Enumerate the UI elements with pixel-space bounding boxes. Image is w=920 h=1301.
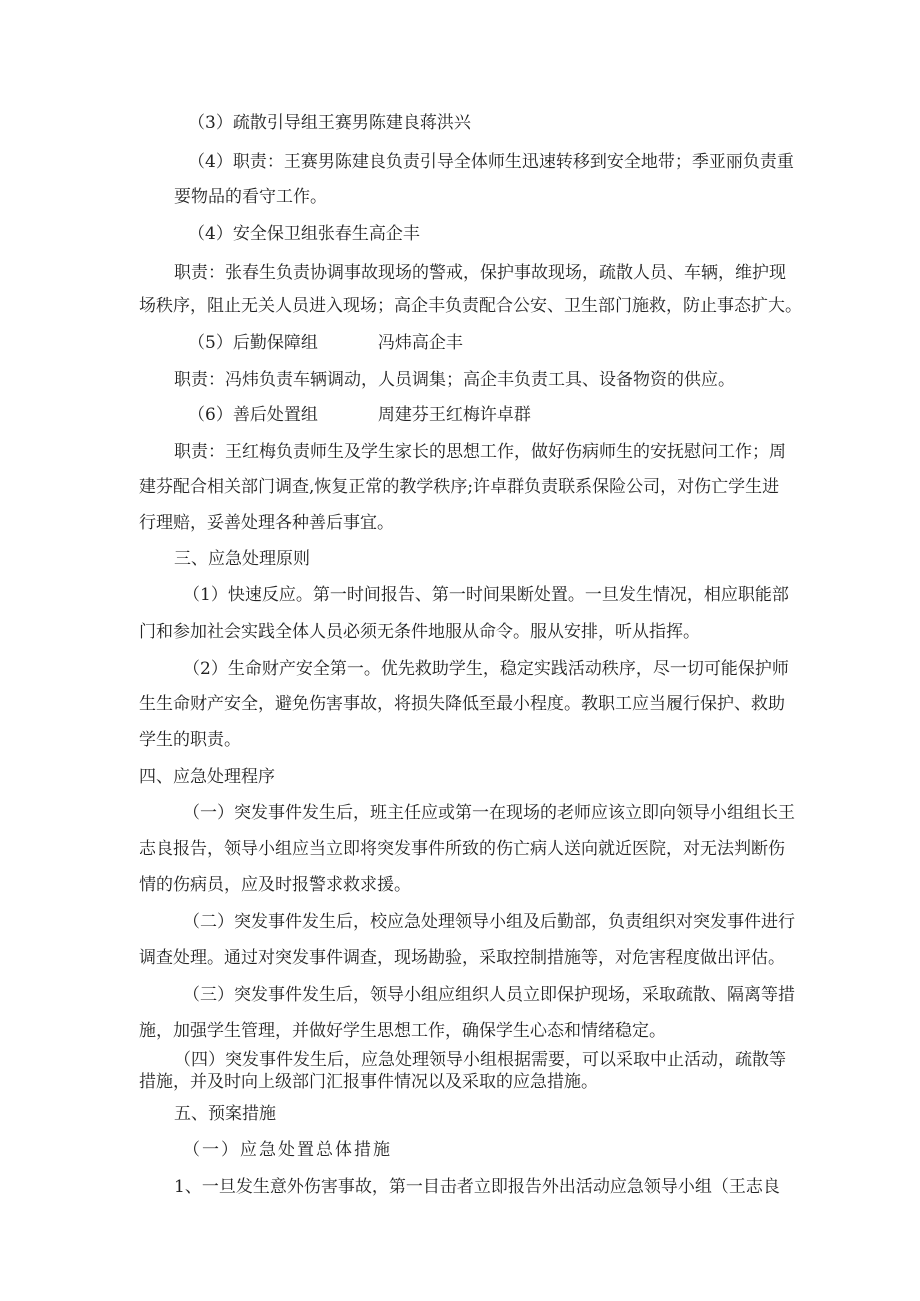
line-evacuation-duty-cont: 要物品的看守工作。 bbox=[174, 187, 327, 207]
line-procedure-2-cont: 调查处理。通过对突发事件调查，现场勘验，采取控制措施等，对危害程度做出评估。 bbox=[139, 948, 785, 968]
line-procedure-1: （一）突发事件发生后，班主任应或第一在现场的老师应该立即向领导小组组长王 bbox=[183, 803, 795, 823]
line-procedure-1-cont1: 志良报告，领导小组应当立即将突发事件所致的伤亡病人送向就近医院，对无法判断伤 bbox=[139, 839, 785, 859]
section-heading-procedure: 四、应急处理程序 bbox=[139, 767, 275, 787]
line-procedure-3-cont: 施，加强学生管理，并做好学生思想工作，确保学生心态和情绪稳定。 bbox=[139, 1021, 666, 1041]
aftermath-group-members: 周建芬王红梅许卓群 bbox=[377, 405, 531, 425]
line-security-duty: 职责：张春生负责协调事故现场的警戒，保护事故现场，疏散人员、车辆，维护现 bbox=[174, 263, 786, 283]
line-procedure-4-cont: 措施，并及时向上级部门汇报事件情况以及采取的应急措施。 bbox=[139, 1072, 598, 1092]
line-aftermath-duty-cont1: 建芬配合相关部门调查,恢复正常的教学秩序;许卓群负责联系保险公司，对伤亡学生进 bbox=[139, 477, 780, 497]
line-security-duty-cont: 场秩序，阻止无关人员进入现场；高企丰负责配合公安、卫生部门施救，防止事态扩大。 bbox=[139, 296, 802, 316]
logistics-group-members: 冯炜高企丰 bbox=[377, 333, 463, 353]
line-procedure-3: （三）突发事件发生后，领导小组应组织人员立即保护现场，采取疏散、隔离等措 bbox=[183, 985, 795, 1005]
line-security-group: （4）安全保卫组张春生高企丰 bbox=[188, 224, 420, 244]
line-evacuation-duty: （4）职责：王赛男陈建良负责引导全体师生迅速转移到安全地带；季亚丽负责重 bbox=[188, 152, 794, 172]
line-logistics-group bbox=[188, 331, 463, 355]
line-procedure-2: （二）突发事件发生后，校应急处理领导小组及后勤部，负责组织对突发事件进行 bbox=[183, 912, 795, 932]
line-aftermath-group bbox=[188, 403, 531, 427]
line-principle-2-cont2: 学生的职责。 bbox=[139, 730, 241, 750]
line-aftermath-duty-cont2: 行理赔，妥善处理各种善后事宜。 bbox=[139, 513, 394, 533]
line-evacuation-group: （3）疏散引导组王赛男陈建良蒋洪兴 bbox=[188, 113, 471, 133]
line-principle-2: （2）生命财产安全第一。优先救助学生，稳定实践活动秩序，尽一切可能保护师 bbox=[183, 659, 789, 679]
aftermath-group-label: （6）善后处置组 bbox=[188, 405, 318, 425]
logistics-group-label: （5）后勤保障组 bbox=[188, 333, 318, 353]
line-aftermath-duty: 职责：王红梅负责师生及学生家长的思想工作，做好伤病师生的安抚慰问工作；周 bbox=[174, 442, 786, 462]
line-principle-2-cont1: 生生命财产安全，避免伤害事故，将损失降低至最小程度。教职工应当履行保护、救助 bbox=[139, 694, 785, 714]
line-measure-1: 1、一旦发生意外伤害事故，第一目击者立即报告外出活动应急领导小组（王志良 bbox=[174, 1177, 780, 1197]
line-procedure-4: （四）突发事件发生后，应急处理领导小组根据需要，可以采取中止活动，疏散等 bbox=[174, 1050, 786, 1070]
section-heading-measures: 五、预案措施 bbox=[174, 1104, 276, 1124]
line-procedure-1-cont2: 情的伤病员，应及时报警求救求援。 bbox=[139, 875, 411, 895]
line-principle-1-cont: 门和参加社会实践全体人员必须无条件地服从命令。服从安排，听从指挥。 bbox=[139, 622, 700, 642]
subsection-heading-general-measures: （一）应急处置总体措施 bbox=[183, 1140, 392, 1160]
line-logistics-duty: 职责：冯炜负责车辆调动，人员调集；高企丰负责工具、设备物资的供应。 bbox=[174, 370, 735, 390]
section-heading-principles: 三、应急处理原则 bbox=[174, 549, 310, 569]
line-principle-1: （1）快速反应。第一时间报告、第一时间果断处置。一旦发生情况，相应职能部 bbox=[183, 585, 789, 605]
